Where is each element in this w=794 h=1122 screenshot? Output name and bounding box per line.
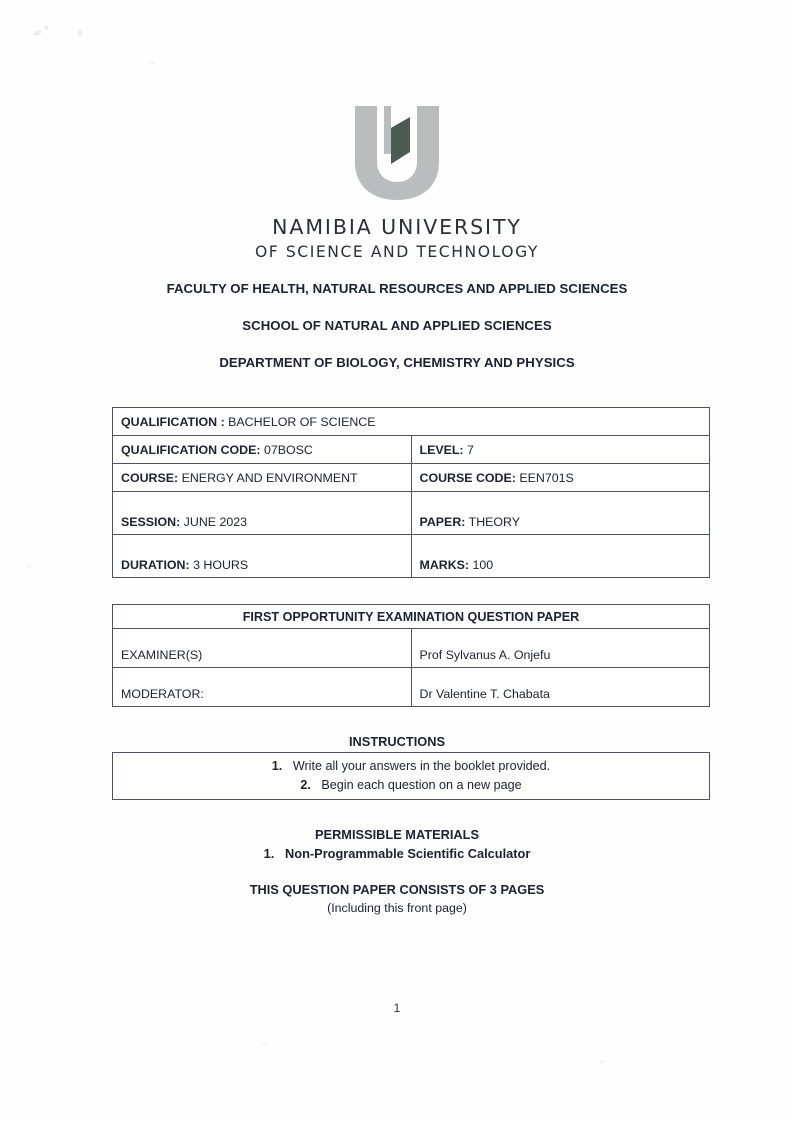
level-label: LEVEL:	[419, 442, 464, 457]
moderator-label: MODERATOR:	[113, 668, 412, 707]
duration-value: 3 HOURS	[193, 558, 249, 572]
instruction-item	[113, 776, 709, 795]
scan-artifact	[600, 1060, 604, 1063]
permissible-materials-item	[0, 846, 794, 861]
duration-label: DURATION:	[121, 558, 190, 572]
paper-cell	[411, 492, 710, 535]
wordmark-line-2: OF SCIENCE AND TECHNOLOGY	[254, 242, 540, 261]
scan-artifact	[27, 565, 31, 568]
instructions-box	[112, 752, 710, 800]
qualification-code-label: QUALIFICATION CODE:	[121, 442, 261, 457]
level-cell	[411, 436, 710, 464]
instructions-heading: INSTRUCTIONS	[349, 734, 445, 749]
course-label: COURSE:	[121, 470, 179, 485]
session-value: JUNE 2023	[183, 515, 248, 529]
qualification-value: BACHELOR OF SCIENCE	[228, 414, 376, 429]
table-row	[113, 605, 710, 629]
school-heading	[0, 317, 794, 335]
course-code-label: COURSE CODE:	[419, 470, 516, 485]
permissible-item-number: 1.	[263, 846, 275, 861]
table-row	[113, 464, 710, 492]
table-row	[113, 629, 710, 668]
scan-artifact	[78, 30, 82, 36]
session-label: SESSION:	[121, 515, 181, 529]
pages-note: (Including this front page)	[327, 901, 467, 915]
qualification-code-value: 07BOSC	[263, 442, 313, 457]
nust-shield-logo	[351, 104, 443, 202]
table-row	[113, 436, 710, 464]
examiner-table	[112, 604, 710, 707]
qualification-table	[112, 407, 710, 578]
department-heading-text: DEPARTMENT OF BIOLOGY, CHEMISTRY AND PHYSICS	[219, 355, 575, 370]
exam-paper-title: FIRST OPPORTUNITY EXAMINATION QUESTION PAPER	[113, 605, 710, 629]
instruction-number: 2.	[300, 777, 311, 792]
qualification-code-cell	[113, 436, 412, 464]
scan-artifact	[44, 25, 50, 29]
pages-statement: THIS QUESTION PAPER CONSISTS OF 3 PAGES	[249, 882, 545, 897]
level-value: 7	[467, 442, 474, 457]
permissible-item-text: Non-Programmable Scientific Calculator	[285, 846, 531, 861]
faculty-heading-text: FACULTY OF HEALTH, NATURAL RESOURCES AND APPLIED SCIENCES	[166, 281, 628, 296]
examiner-name: Prof Sylvanus A. Onjefu	[411, 629, 710, 668]
university-wordmark	[0, 216, 794, 262]
course-code-cell	[411, 464, 710, 492]
table-row	[113, 535, 710, 578]
table-row	[113, 668, 710, 707]
page-number: 1	[393, 1001, 401, 1015]
instruction-number: 1.	[271, 759, 283, 773]
qualification-label: QUALIFICATION :	[121, 414, 225, 429]
marks-value: 100	[472, 558, 494, 572]
course-value: ENERGY AND ENVIRONMENT	[181, 470, 358, 485]
scan-artifact	[33, 29, 43, 37]
school-heading-text: SCHOOL OF NATURAL AND APPLIED SCIENCES	[242, 318, 552, 333]
instruction-text: Write all your answers in the booklet provided.	[292, 759, 551, 773]
course-code-value: EEN701S	[519, 470, 574, 485]
wordmark-line-1: NAMIBIA UNIVERSITY	[272, 215, 522, 239]
qualification-cell	[113, 408, 710, 436]
session-cell	[113, 492, 412, 535]
scan-artifact	[262, 1042, 267, 1045]
paper-value: THEORY	[468, 515, 521, 529]
table-row	[113, 492, 710, 535]
scan-artifact	[150, 62, 155, 65]
marks-cell	[411, 535, 710, 578]
instruction-text: Begin each question on a new page	[321, 777, 522, 792]
moderator-name: Dr Valentine T. Chabata	[411, 668, 710, 707]
duration-cell	[113, 535, 412, 578]
course-cell	[113, 464, 412, 492]
paper-label: PAPER:	[419, 515, 466, 529]
department-heading	[0, 354, 794, 372]
instruction-item	[113, 757, 709, 776]
university-logo	[0, 104, 794, 202]
permissible-materials-heading: PERMISSIBLE MATERIALS	[315, 827, 479, 842]
faculty-heading	[0, 280, 794, 298]
marks-label: MARKS:	[419, 558, 470, 572]
examiner-label: EXAMINER(S)	[113, 629, 412, 668]
table-row	[113, 408, 710, 436]
